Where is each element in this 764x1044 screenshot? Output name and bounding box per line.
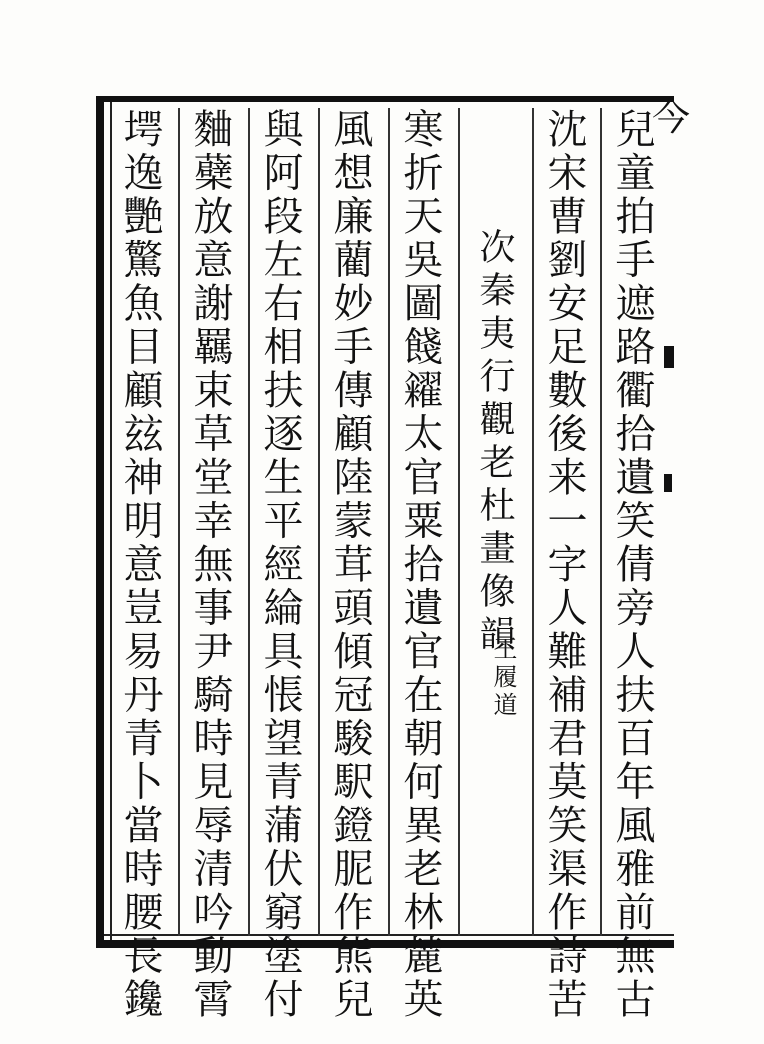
edge-fragment bbox=[664, 474, 672, 492]
column-rule bbox=[532, 108, 534, 936]
frame-top-border bbox=[96, 96, 674, 102]
column-rule bbox=[318, 108, 320, 936]
frame-inner-left-rule bbox=[110, 102, 112, 940]
frame-bottom-border bbox=[96, 940, 674, 948]
text-column-1: 兒童拍手遮路衢拾遺笑倩旁人扶百年風雅前無古 bbox=[609, 108, 655, 1022]
text-column-8: 堮逸艷驚魚目顧玆神明意豈易丹青卜當時腰長鑱 bbox=[117, 108, 163, 1022]
frame-left-border bbox=[96, 96, 104, 948]
text-column-6: 與阿段左右相扶逐生平經綸具悵望青蒲伏窮塗付 bbox=[257, 108, 303, 1022]
column-rule bbox=[178, 108, 180, 936]
poem-title-column: 次秦夷行觀老杜畫像韻 bbox=[474, 228, 515, 658]
margin-glyph: 今 bbox=[652, 95, 691, 139]
author-attribution: 王履道 bbox=[489, 636, 517, 720]
edge-fragment bbox=[664, 346, 674, 368]
text-column-4: 寒折天吳圖餞糴太官粟拾遺官在朝何異老林麓英 bbox=[397, 108, 443, 1022]
text-column-5: 風想廉藺妙手傳顧陸蒙茸頭傾冠駿駅鐙胒作熊兒 bbox=[327, 108, 373, 1022]
column-rule bbox=[388, 108, 390, 936]
column-rule bbox=[600, 108, 602, 936]
text-column-2: 沈宋曹劉安足數後来一字人難補君莫笑渠作詩苦 bbox=[541, 108, 587, 1022]
column-rule bbox=[458, 108, 460, 936]
text-column-7: 麯蘗放意謝羈束草堂幸無事尹騎時見辱清吟動霄 bbox=[187, 108, 233, 1022]
column-rule bbox=[248, 108, 250, 936]
